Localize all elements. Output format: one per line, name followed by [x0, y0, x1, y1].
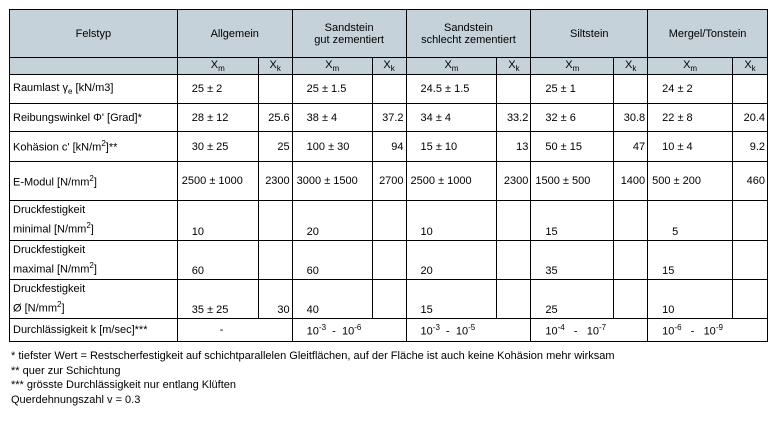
subheader-xk: [372, 58, 406, 75]
row-label-line2: [13, 297, 174, 317]
cell-xm: 30 ± 25: [177, 132, 258, 162]
perm-exp-a: -4: [557, 322, 565, 332]
row-label-post: ]: [90, 223, 94, 236]
cell-xm: 15: [406, 280, 497, 319]
perm-exp-b: -5: [468, 322, 476, 332]
row-label-text2: maximal [N/mm: [13, 263, 90, 276]
perm-base-a: 10: [662, 325, 675, 338]
xm-index: m: [332, 64, 340, 74]
cell-xm: 5: [648, 201, 733, 241]
footnote-2: ** quer zur Schichtung: [11, 364, 121, 377]
perm-cell: [177, 319, 292, 342]
table-row: [10, 132, 768, 162]
cell-xm: 35 ± 25: [177, 280, 258, 319]
cell-xk: [258, 201, 292, 241]
cell-xk: [732, 280, 767, 319]
header-group-line1: Sandstein: [443, 21, 493, 34]
row-label-post: [kN/m3]: [72, 81, 114, 94]
xk-index: k: [515, 64, 520, 74]
perm-base-b: 10: [455, 325, 469, 338]
perm-value: -: [219, 324, 224, 336]
xk-index: k: [632, 64, 637, 74]
perm-dash: -: [690, 325, 695, 338]
cell-xk: 9.2: [732, 132, 767, 162]
subheader-row: [10, 58, 768, 75]
cell-xm: 25 ± 2: [177, 75, 258, 104]
perm-base-b: 10: [341, 325, 355, 338]
row-label-sup: 2: [57, 299, 62, 309]
cell-xm: 50 ± 15: [531, 132, 614, 162]
header-group-line1: Siltstein: [570, 27, 609, 40]
cell-xm: 3000 ± 1500: [292, 162, 372, 201]
row-label-post: ]: [61, 302, 65, 315]
cell-xk: [372, 75, 406, 104]
subheader-xm: [648, 58, 733, 75]
cell-xk: 47: [614, 132, 648, 162]
cell-xm: 32 ± 6: [531, 104, 614, 132]
row-label-sup: 2: [89, 260, 94, 270]
cell-xm: 20: [406, 241, 497, 280]
row-label-line2: [13, 258, 174, 278]
cell-xk: [497, 280, 531, 319]
cell-xm: 15: [531, 201, 614, 241]
header-group-sandstein-schlecht: [406, 10, 531, 58]
cell-xk: [372, 201, 406, 241]
footnote-3: *** grösste Durchlässigkeit nur entlang Klüften: [11, 379, 237, 391]
cell-xm: 38 ± 4: [292, 104, 372, 132]
cell-xk: 37.2: [372, 104, 406, 132]
xm-index: m: [451, 64, 459, 74]
subheader-xm: [177, 58, 258, 75]
perm-dash: -: [332, 325, 336, 338]
perm-exp-b: -7: [599, 322, 607, 332]
cell-xk: [497, 75, 531, 104]
header-group-line2: gut zementiert: [314, 33, 384, 46]
cell-xk: [372, 241, 406, 280]
cell-xm: 2500 ± 1000: [406, 162, 497, 201]
cell-xk: [258, 241, 292, 280]
table-row-permeability: [10, 319, 768, 342]
cell-xk: 2700: [372, 162, 406, 201]
xm-symbol: X: [444, 58, 452, 71]
table-row: [10, 162, 768, 201]
header-group-mergel: [648, 10, 768, 58]
header-group-siltstein: [531, 10, 648, 58]
row-label-post: ]: [93, 263, 97, 276]
cell-xm: 24.5 ± 1.5: [406, 75, 497, 104]
cell-xk: 25: [258, 132, 292, 162]
row-label-sup: 2: [101, 139, 106, 149]
xm-index: m: [690, 64, 698, 74]
xm-symbol: X: [325, 58, 333, 71]
table-row: [10, 280, 768, 319]
xk-index: k: [751, 64, 756, 74]
row-label-sup: 2: [89, 173, 94, 183]
cell-xm: 60: [292, 241, 372, 280]
subheader-xm: [406, 58, 497, 75]
table-row: [10, 241, 768, 280]
cell-xm: 22 ± 8: [648, 104, 733, 132]
footnote-1: * tiefster Wert = Restscherfestigkeit auf schichtparallelen Gleitflächen, auf der Fläche ist auch keine Kohäsion mehr wirksam: [11, 350, 615, 362]
perm-exp-b: -6: [354, 322, 362, 332]
cell-xm: 100 ± 30: [292, 132, 372, 162]
cell-xk: 20.4: [732, 104, 767, 132]
xm-index: m: [572, 64, 580, 74]
subheader-xk: [614, 58, 648, 75]
cell-xm: 1500 ± 500: [531, 162, 614, 201]
rock-properties-table: [9, 9, 768, 342]
cell-xk: [614, 280, 648, 319]
subheader-xm: [292, 58, 372, 75]
xk-index: k: [276, 64, 281, 74]
perm-base-a: 10: [545, 325, 558, 338]
row-label-post: ]**: [105, 141, 118, 154]
perm-exp-b: -9: [715, 322, 723, 332]
row-label-text2: minimal [N/mm: [13, 223, 87, 236]
cell-xm: 34 ± 4: [406, 104, 497, 132]
row-label: Reibungswinkel Φ' [Grad]*: [10, 104, 178, 132]
cell-xm: 500 ± 200: [648, 162, 733, 201]
xm-symbol: X: [565, 58, 573, 71]
cell-xm: 15: [648, 241, 733, 280]
perm-dash: -: [573, 325, 578, 338]
cell-xk: 94: [372, 132, 406, 162]
row-label-text: Druckfestigkeit: [13, 243, 86, 256]
perm-exp-a: -6: [674, 322, 682, 332]
xm-symbol: X: [683, 58, 691, 71]
perm-cell: [648, 319, 768, 342]
table-row: [10, 75, 768, 104]
row-label-post: ]: [93, 176, 97, 189]
cell-xk: [614, 75, 648, 104]
cell-xm: 40: [292, 280, 372, 319]
perm-base-b: 10: [703, 325, 716, 338]
perm-cell: [406, 319, 531, 342]
cell-xm: 24 ± 2: [648, 75, 733, 104]
cell-xk: [497, 201, 531, 241]
xk-symbol: X: [625, 58, 633, 71]
row-label-text: Druckfestigkeit: [13, 282, 86, 295]
header-group-sandstein-gut: [292, 10, 406, 58]
row-label: [10, 162, 178, 201]
cell-xk: 2300: [258, 162, 292, 201]
row-label: [10, 132, 178, 162]
xk-index: k: [390, 64, 395, 74]
header-group-line2: schlecht zementiert: [421, 33, 516, 46]
cell-xk: 33.2: [497, 104, 531, 132]
subheader-empty: [10, 58, 178, 75]
cell-xk: [372, 280, 406, 319]
header-group-line1: Sandstein: [324, 21, 374, 34]
perm-base-a: 10: [306, 325, 319, 338]
row-label-sup: 2: [86, 221, 91, 231]
cell-xk: [732, 201, 767, 241]
table-row: [10, 201, 768, 241]
row-label-text: Kohäsion c' [kN/m: [13, 141, 102, 154]
cell-xk: [497, 241, 531, 280]
xm-symbol: X: [210, 58, 219, 71]
row-label-text: Druckfestigkeit: [13, 204, 86, 217]
xk-symbol: X: [269, 58, 277, 71]
row-label-line2: [13, 218, 174, 238]
cell-xk: 1400: [614, 162, 648, 201]
cell-xm: 10: [648, 280, 733, 319]
perm-base-b: 10: [586, 325, 599, 338]
cell-xm: 60: [177, 241, 258, 280]
header-row: [10, 10, 768, 58]
row-label: [10, 280, 178, 319]
footnotes: [11, 349, 615, 407]
subheader-xm: [531, 58, 614, 75]
cell-xm: 35: [531, 241, 614, 280]
perm-base-a: 10: [420, 325, 433, 338]
row-label: [10, 241, 178, 280]
cell-xk: [732, 241, 767, 280]
cell-xk: [732, 75, 767, 104]
row-label-text2: Ø [N/mm: [13, 302, 57, 315]
header-group-line1: Allgemein: [210, 27, 259, 40]
cell-xm: 25 ± 1.5: [292, 75, 372, 104]
header-group-allgemein: [177, 10, 292, 58]
subheader-xk: [258, 58, 292, 75]
xk-symbol: X: [744, 58, 752, 71]
row-label-text: Raumlast γ: [13, 81, 69, 94]
table-row: [10, 104, 768, 132]
subheader-xk: [732, 58, 767, 75]
row-label: [10, 75, 178, 104]
cell-xk: 30.8: [614, 104, 648, 132]
xk-symbol: X: [508, 58, 516, 71]
xk-symbol: X: [383, 58, 391, 71]
row-label-sub: e: [68, 87, 73, 97]
cell-xm: 10 ± 4: [648, 132, 733, 162]
perm-dash: -: [446, 325, 450, 338]
row-label: Durchlässigkeit k [m/sec]***: [10, 319, 178, 342]
row-label: [10, 201, 178, 241]
cell-xk: 13: [497, 132, 531, 162]
cell-xm: 2500 ± 1000: [177, 162, 258, 201]
header-group-line1: Mergel/Tonstein: [668, 27, 747, 40]
cell-xk: [614, 241, 648, 280]
cell-xk: 25.6: [258, 104, 292, 132]
xm-index: m: [218, 64, 225, 74]
cell-xm: 15 ± 10: [406, 132, 497, 162]
perm-exp-a: -3: [318, 322, 327, 332]
footnote-4: Querdehnungszahl v = 0.3: [11, 393, 141, 406]
perm-cell: [292, 319, 406, 342]
cell-xk: 30: [258, 280, 292, 319]
cell-xk: 460: [732, 162, 767, 201]
row-label-text: E-Modul [N/mm: [13, 176, 90, 189]
perm-exp-a: -3: [432, 322, 440, 332]
cell-xm: 25: [531, 280, 614, 319]
cell-xk: 2300: [497, 162, 531, 201]
header-felstyp: Felstyp: [10, 10, 178, 58]
cell-xm: 10: [177, 201, 258, 241]
perm-cell: [531, 319, 648, 342]
cell-xk: [614, 201, 648, 241]
cell-xm: 10: [406, 201, 497, 241]
cell-xm: 28 ± 12: [177, 104, 258, 132]
cell-xm: 25 ± 1: [531, 75, 614, 104]
cell-xk: [258, 75, 292, 104]
cell-xm: 20: [292, 201, 372, 241]
subheader-xk: [497, 58, 531, 75]
